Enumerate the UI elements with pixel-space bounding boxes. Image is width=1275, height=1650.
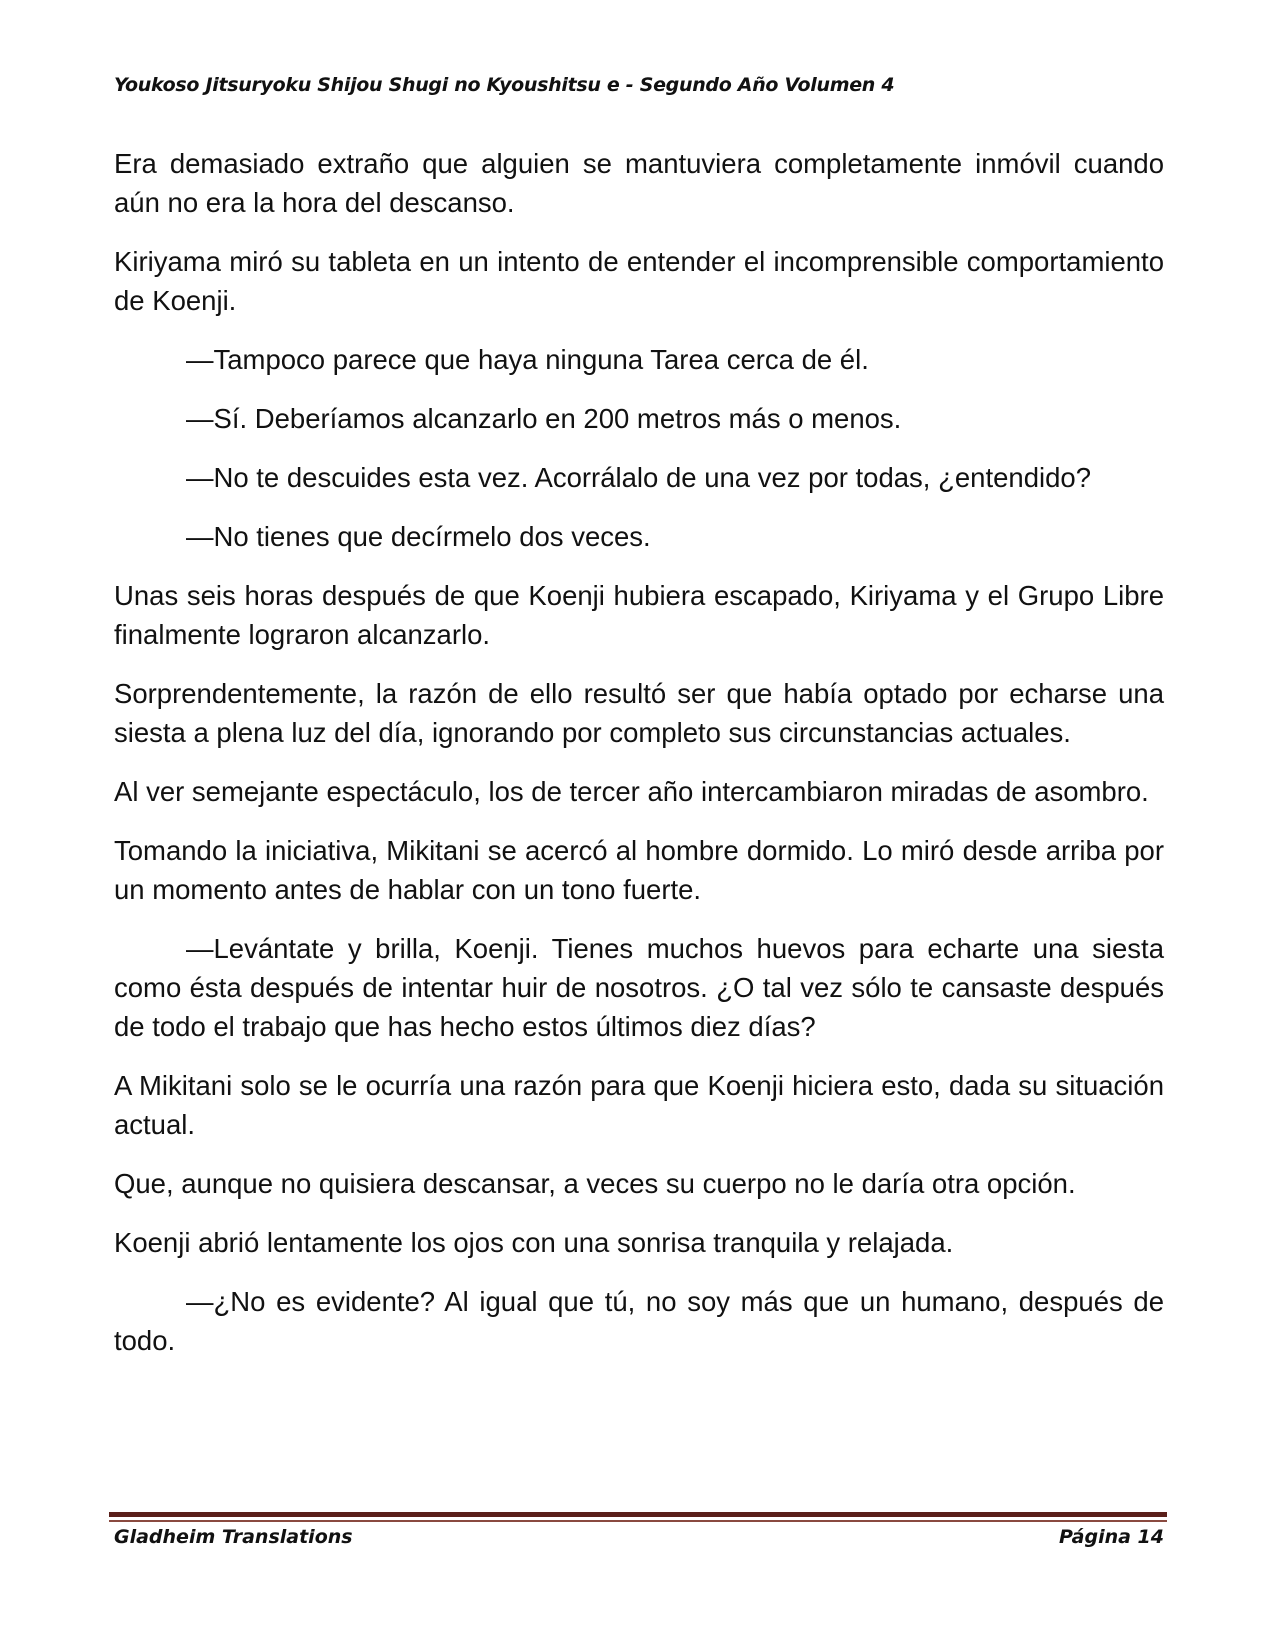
dialogue-line: —Levántate y brilla, Koenji. Tienes muchos huevos para echarte una siesta como ésta después de intentar huir de nosotros. ¿O tal vez sólo te cansaste después de todo el trabajo que has hecho estos últimos diez días? xyxy=(114,933,1164,1042)
document-body xyxy=(114,144,1164,1380)
paragraph: Era demasiado extraño que alguien se mantuviera completamente inmóvil cuando aún no era la hora del descanso. xyxy=(114,148,1164,218)
dialogue-line: —No te descuides esta vez. Acorrálalo de una vez por todas, ¿entendido? xyxy=(186,462,1091,493)
dialogue-line: —Tampoco parece que haya ninguna Tarea cerca de él. xyxy=(186,344,869,375)
paragraph: Sorprendentemente, la razón de ello resultó ser que había optado por echarse una siesta a plena luz del día, ignorando por completo sus circunstancias actuales. xyxy=(114,678,1164,748)
paragraph: Unas seis horas después de que Koenji hubiera escapado, Kiriyama y el Grupo Libre finalmente lograron alcanzarlo. xyxy=(114,580,1164,650)
paragraph: Kiriyama miró su tableta en un intento de entender el incomprensible comportamiento de Koenji. xyxy=(114,246,1164,316)
footer-publisher: Gladheim Translations xyxy=(114,1526,353,1548)
paragraph: Tomando la iniciativa, Mikitani se acercó al hombre dormido. Lo miró desde arriba por un momento antes de hablar con un tono fuerte. xyxy=(114,835,1164,905)
page-number: Página 14 xyxy=(1058,1526,1164,1548)
dialogue-line: —No tienes que decírmelo dos veces. xyxy=(186,521,651,552)
paragraph: Al ver semejante espectáculo, los de tercer año intercambiaron miradas de asombro. xyxy=(114,776,1149,807)
page-footer xyxy=(114,1526,1164,1548)
paragraph: Koenji abrió lentamente los ojos con una sonrisa tranquila y relajada. xyxy=(114,1227,954,1258)
dialogue-line: —Sí. Deberíamos alcanzarlo en 200 metros más o menos. xyxy=(186,403,902,434)
paragraph: Que, aunque no quisiera descansar, a veces su cuerpo no le daría otra opción. xyxy=(114,1168,1076,1199)
footer-divider-thin xyxy=(109,1520,1167,1522)
dialogue-line: —¿No es evidente? Al igual que tú, no soy más que un humano, después de todo. xyxy=(114,1286,1164,1356)
paragraph: A Mikitani solo se le ocurría una razón para que Koenji hiciera esto, dada su situación actual. xyxy=(114,1070,1164,1140)
page-header: Youkoso Jitsuryoku Shijou Shugi no Kyoushitsu e - Segundo Año Volumen 4 xyxy=(114,74,895,96)
footer-divider xyxy=(109,1512,1167,1517)
